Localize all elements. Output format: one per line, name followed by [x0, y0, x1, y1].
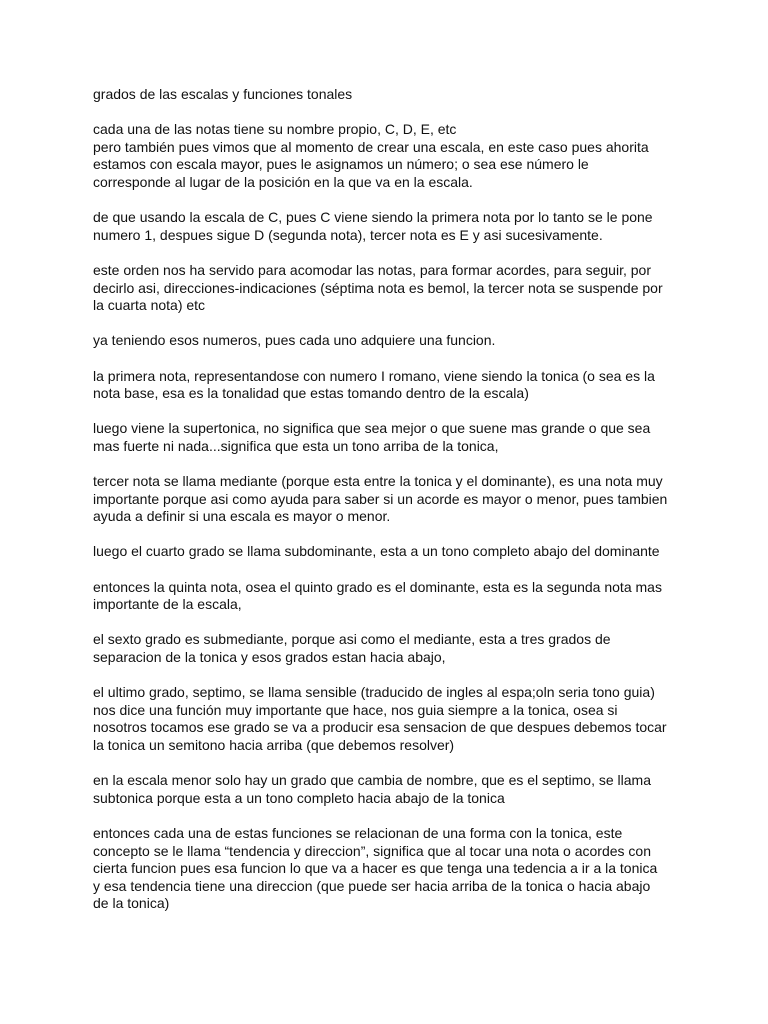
paragraph: [93, 262, 683, 315]
text-line: decirlo asi, direcciones-indicaciones (séptima nota es bemol, la tercer nota se suspende por: [93, 279, 663, 296]
text-line: nota base, esa es la tonalidad que estas tomando dentro de la escala): [93, 385, 529, 402]
text-line: importante porque asi como ayuda para saber si un acorde es mayor o menor, pues tambien: [93, 490, 668, 507]
text-line: corresponde al lugar de la posición en la que va en la escala.: [93, 173, 473, 190]
text-line: entonces la quinta nota, osea el quinto grado es el dominante, esta es la segunda nota mas: [93, 578, 662, 595]
paragraph-list: [93, 121, 683, 913]
text-line: nos dice una función muy importante que hace, nos guia siempre a la tonica, osea si: [93, 701, 618, 718]
text-line: separacion de la tonica y esos grados estan hacia abajo,: [93, 649, 446, 665]
text-line: subtonica porque esta a un tono completo hacia abajo de la tonica: [93, 789, 505, 806]
paragraph: [93, 825, 683, 913]
document-body: [93, 86, 683, 931]
text-line: ayuda a definir si una escala es mayor o menor.: [93, 508, 391, 525]
paragraph: [93, 368, 683, 403]
text-line: concepto se le llama “tendencia y direccion”, significa que al tocar una nota o acordes con: [93, 842, 651, 859]
text-line: de que usando la escala de C, pues C viene siendo la primera nota por lo tanto se le pone: [93, 209, 653, 226]
text-line: luego viene la supertonica, no significa que sea mejor o que suene mas grande o que sea: [93, 420, 651, 437]
paragraph: [93, 121, 683, 191]
text-line: estamos con escala mayor, pues le asignamos un número; o sea ese número le: [93, 156, 589, 173]
text-line: el ultimo grado, septimo, se llama sensible (traducido de ingles al espa;oln seria tono guia): [93, 684, 655, 701]
text-line: ya teniendo esos numeros, pues cada uno adquiere una funcion.: [93, 332, 496, 349]
text-line: cada una de las notas tiene su nombre propio, C, D, E, etc: [93, 121, 457, 138]
paragraph: [93, 684, 683, 754]
text-line: y esa tendencia tiene una direccion (que puede ser hacia arriba de la tonica o hacia abajo: [93, 877, 651, 894]
paragraph: [93, 473, 683, 526]
document-title: grados de las escalas y funciones tonales: [93, 86, 353, 102]
paragraph: [93, 420, 683, 455]
paragraph: [93, 332, 683, 350]
text-line: la tonica un semitono hacia arriba (que debemos resolver): [93, 736, 455, 753]
text-line: mas fuerte ni nada...significa que esta un tono arriba de la tonica,: [93, 437, 499, 454]
text-line: numero 1, despues sigue D (segunda nota), tercer nota es E y asi sucesivamente.: [93, 226, 603, 243]
paragraph: [93, 579, 683, 614]
text-line: nosotros tocamos ese grado se va a producir esa sensacion de que despues debemos tocar: [93, 719, 667, 736]
paragraph: [93, 772, 683, 807]
text-line: entonces cada una de estas funciones se relacionan de una forma con la tonica, este: [93, 824, 623, 841]
text-line: pero también pues vimos que al momento de crear una escala, en este caso pues ahorita: [93, 138, 649, 155]
paragraph: [93, 631, 683, 666]
text-line: tercer nota se llama mediante (porque esta entre la tonica y el dominante), es una nota muy: [93, 473, 663, 490]
text-line: el sexto grado es submediante, porque asi como el mediante, esta a tres grados de: [93, 631, 611, 648]
paragraph: [93, 543, 683, 561]
text-line: importante de la escala,: [93, 596, 242, 613]
text-line: este orden nos ha servido para acomodar las notas, para formar acordes, para seguir, por: [93, 261, 651, 278]
text-line: cierta funcion pues esa funcion lo que va a hacer es que tenga una tedencia a ir a la tonica: [93, 860, 658, 877]
text-line: en la escala menor solo hay un grado que cambia de nombre, que es el septimo, se llama: [93, 772, 651, 789]
text-line: la cuarta nota) etc: [93, 297, 206, 314]
text-line: de la tonica): [93, 895, 170, 912]
text-line: la primera nota, representandose con numero I romano, viene siendo la tonica (o sea es la: [93, 367, 655, 384]
text-line: luego el cuarto grado se llama subdominante, esta a un tono completo abajo del dominante: [93, 543, 660, 560]
paragraph: [93, 209, 683, 244]
